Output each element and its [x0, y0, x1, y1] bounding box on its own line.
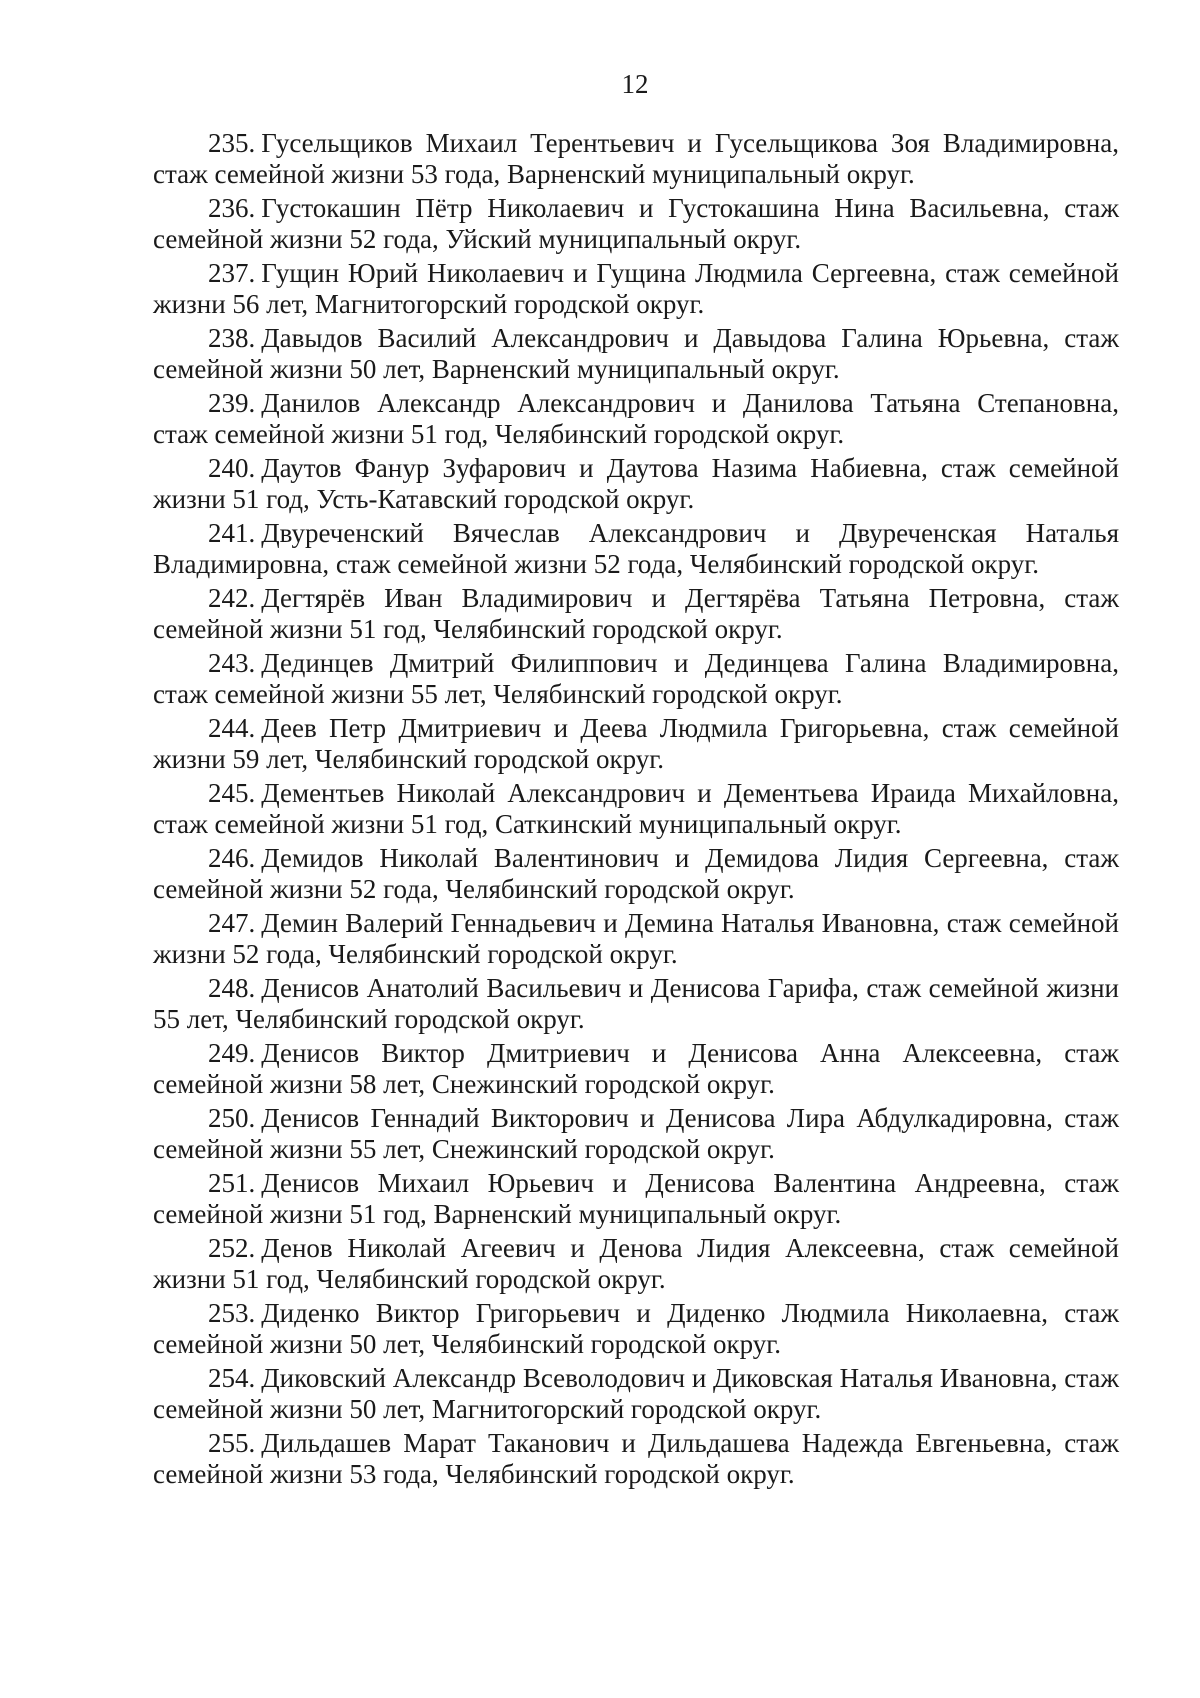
entry-number: 254. [208, 1363, 256, 1393]
entry-number: 250. [208, 1103, 256, 1133]
entry-text: Даутов Фанур Зуфарович и Даутова Назима Набиевна, стаж семейной жизни 51 год, Усть-Катавский городской округ. [153, 453, 1119, 514]
entry-number: 246. [208, 843, 256, 873]
list-item [153, 778, 1119, 840]
entry-number: 255. [208, 1428, 256, 1458]
entry-text: Денисов Михаил Юрьевич и Денисова Валентина Андреевна, стаж семейной жизни 51 год, Варненский муниципальный округ. [153, 1168, 1119, 1229]
entry-number: 243. [208, 648, 256, 678]
entry-text: Денисов Виктор Дмитриевич и Денисова Анна Алексеевна, стаж семейной жизни 58 лет, Снежинский городской округ. [153, 1038, 1119, 1099]
list-item [153, 323, 1119, 385]
entry-text: Диковский Александр Всеволодович и Диковская Наталья Ивановна, стаж семейной жизни 50 лет, Магнитогорский городской округ. [153, 1363, 1119, 1424]
entry-text: Гусельщиков Михаил Терентьевич и Гусельщикова Зоя Владимировна, стаж семейной жизни 53 года, Варненский муниципальный округ. [153, 128, 1119, 189]
list-item [153, 453, 1119, 515]
list-item [153, 1038, 1119, 1100]
entry-number: 245. [208, 778, 256, 808]
entry-text: Диденко Виктор Григорьевич и Диденко Людмила Николаевна, стаж семейной жизни 50 лет, Челябинский городской округ. [153, 1298, 1119, 1359]
entry-number: 247. [208, 908, 256, 938]
page-number: 12 [621, 69, 649, 99]
entry-text: Двуреченский Вячеслав Александрович и Двуреченская Наталья Владимировна, стаж семейной жизни 52 года, Челябинский городской округ. [153, 518, 1119, 579]
list-item [153, 1363, 1119, 1425]
entry-number: 252. [208, 1233, 256, 1263]
entry-text: Деев Петр Дмитриевич и Деева Людмила Григорьевна, стаж семейной жизни 59 лет, Челябинский городской округ. [153, 713, 1119, 774]
list-item [153, 1103, 1119, 1165]
entry-text: Денисов Геннадий Викторович и Денисова Лира Абдулкадировна, стаж семейной жизни 55 лет, Снежинский городской округ. [153, 1103, 1119, 1164]
entry-text: Гущин Юрий Николаевич и Гущина Людмила Сергеевна, стаж семейной жизни 56 лет, Магнитогорский городской округ. [153, 258, 1119, 319]
entry-text: Денов Николай Агеевич и Денова Лидия Алексеевна, стаж семейной жизни 51 год, Челябинский городской округ. [153, 1233, 1119, 1294]
entry-number: 239. [208, 388, 256, 418]
list-item [153, 1168, 1119, 1230]
entry-number: 241. [208, 518, 256, 548]
list-item [153, 193, 1119, 255]
entry-text: Дединцев Дмитрий Филиппович и Дединцева Галина Владимировна, стаж семейной жизни 55 лет, Челябинский городской округ. [153, 648, 1119, 709]
entry-number: 249. [208, 1038, 256, 1068]
list-item [153, 388, 1119, 450]
list-item [153, 583, 1119, 645]
entry-text: Давыдов Василий Александрович и Давыдова Галина Юрьевна, стаж семейной жизни 50 лет, Варненский муниципальный округ. [153, 323, 1119, 384]
entry-number: 235. [208, 128, 256, 158]
list-item [153, 843, 1119, 905]
list-item [153, 648, 1119, 710]
entry-number: 236. [208, 193, 256, 223]
entry-text: Густокашин Пётр Николаевич и Густокашина Нина Васильевна, стаж семейной жизни 52 года, Уйский муниципальный округ. [153, 193, 1119, 254]
entry-text: Данилов Александр Александрович и Данилова Татьяна Степановна, стаж семейной жизни 51 год, Челябинский городской округ. [153, 388, 1119, 449]
list-item [153, 1298, 1119, 1360]
list-item [153, 908, 1119, 970]
entry-list [153, 128, 1119, 1493]
list-item [153, 128, 1119, 190]
list-item [153, 713, 1119, 775]
entry-number: 240. [208, 453, 256, 483]
entry-text: Дильдашев Марат Таканович и Дильдашева Надежда Евгеньевна, стаж семейной жизни 53 года, Челябинский городской округ. [153, 1428, 1119, 1489]
entry-number: 238. [208, 323, 256, 353]
entry-text: Дементьев Николай Александрович и Дементьева Ираида Михайловна, стаж семейной жизни 51 год, Саткинский муниципальный округ. [153, 778, 1119, 839]
entry-number: 242. [208, 583, 256, 613]
entry-text: Демин Валерий Геннадьевич и Демина Наталья Ивановна, стаж семейной жизни 52 года, Челябинский городской округ. [153, 908, 1119, 969]
entry-text: Дегтярёв Иван Владимирович и Дегтярёва Татьяна Петровна, стаж семейной жизни 51 год, Челябинский городской округ. [153, 583, 1119, 644]
entry-number: 237. [208, 258, 256, 288]
list-item [153, 1428, 1119, 1490]
entry-text: Денисов Анатолий Васильевич и Денисова Гарифа, стаж семейной жизни 55 лет, Челябинский городской округ. [153, 973, 1119, 1034]
entry-number: 253. [208, 1298, 256, 1328]
list-item [153, 258, 1119, 320]
list-item [153, 1233, 1119, 1295]
entry-number: 248. [208, 973, 256, 1003]
entry-number: 251. [208, 1168, 256, 1198]
entry-text: Демидов Николай Валентинович и Демидова Лидия Сергеевна, стаж семейной жизни 52 года, Челябинский городской округ. [153, 843, 1119, 904]
list-item [153, 973, 1119, 1035]
list-item [153, 518, 1119, 580]
entry-number: 244. [208, 713, 256, 743]
